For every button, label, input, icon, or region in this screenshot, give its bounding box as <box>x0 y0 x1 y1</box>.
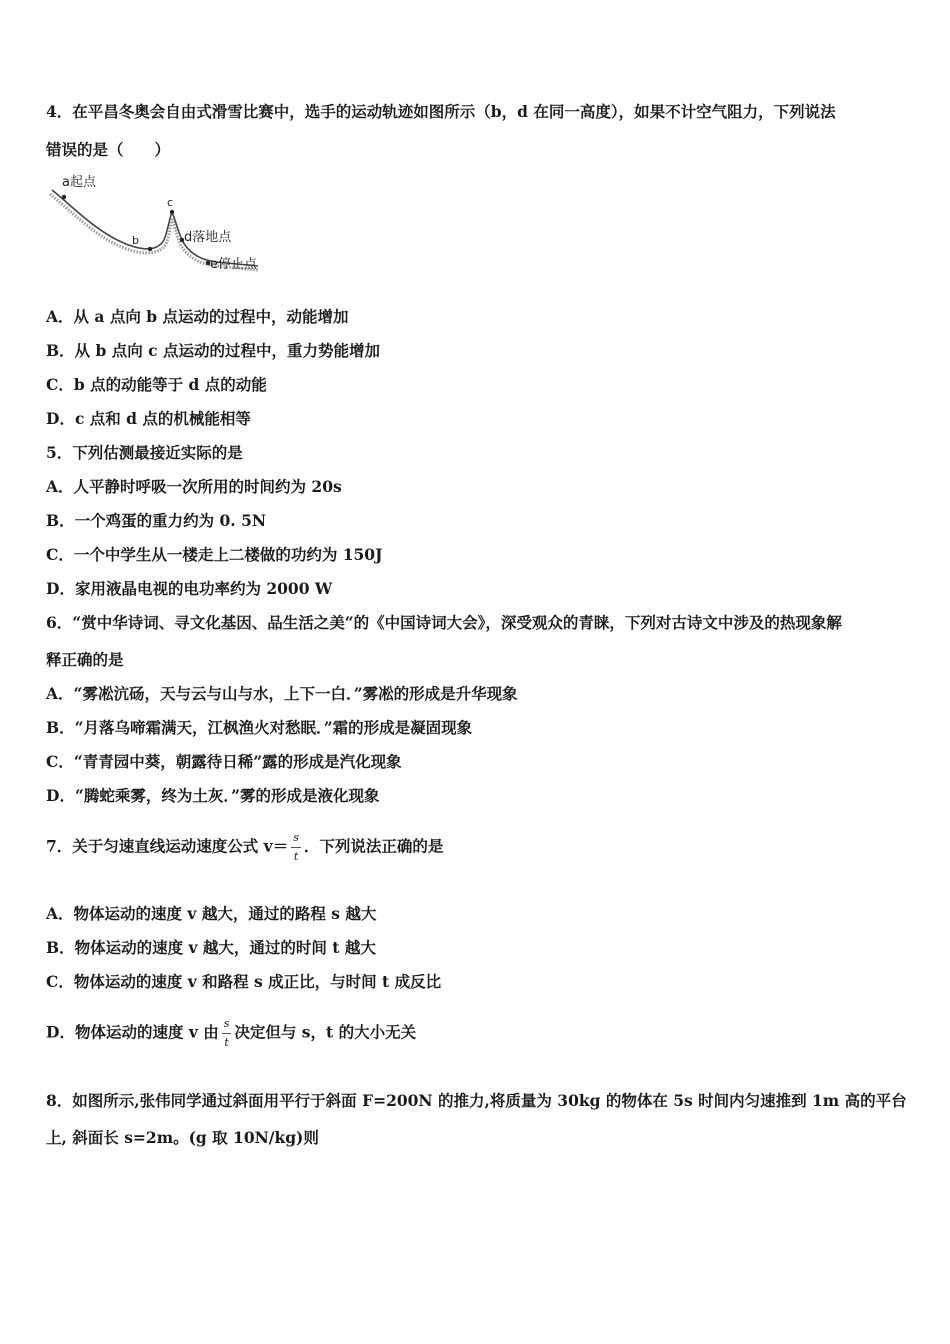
q4-stem-line1: 4．在平昌冬奥会自由式滑雪比赛中，选手的运动轨迹如图所示（b，d 在同一高度），如果不计空气阻力，下列说法 <box>46 102 836 121</box>
q8-stem-line2: 上, 斜面长 s=2m。(g 取 10N/kg)则 <box>46 1128 319 1147</box>
q6-option-c: C．“青青园中葵，朝露待日稀”露的形成是汽化现象 <box>46 752 402 771</box>
q7-option-c: C．物体运动的速度 v 和路程 s 成正比，与时间 t 成反比 <box>46 972 442 991</box>
q8-stem-line1: 8．如图所示,张伟同学通过斜面用平行于斜面 F=200N 的推力,将质量为 30kg 的物体在 5s 时间内匀速推到 1m 高的平台 <box>46 1091 907 1110</box>
fraction-numerator: s <box>293 831 299 844</box>
point-a-dot <box>62 195 66 199</box>
fraction-denominator: t <box>224 1036 229 1049</box>
fraction-numerator: s <box>223 1017 230 1030</box>
label-e: e停止点 <box>210 257 257 272</box>
ski-trajectory-figure <box>46 170 270 276</box>
q5-option-c: C．一个中学生从一楼走上二楼做的功约为 150J <box>46 545 383 564</box>
q7-stem <box>46 832 443 863</box>
fraction-denominator: t <box>293 850 299 863</box>
q5-stem: 5．下列估测最接近实际的是 <box>46 443 243 462</box>
q4-stem-line2: 错误的是（ ） <box>46 140 171 159</box>
option-d-fraction <box>222 1018 232 1049</box>
q4-option-c: C．b 点的动能等于 d 点的动能 <box>46 375 267 394</box>
point-c-dot <box>170 210 174 214</box>
q7-option-a: A．物体运动的速度 v 越大，通过的路程 s 越大 <box>46 904 377 923</box>
q6-option-d: D．“腾蛇乘雾，终为土灰．”雾的形成是液化现象 <box>46 786 380 805</box>
q5-option-b: B．一个鸡蛋的重力约为 0. 5N <box>46 511 267 530</box>
q7-stem-before: 7．关于匀速直线运动速度公式 v＝ <box>46 836 289 856</box>
q4-option-a: A．从 a 点向 b 点运动的过程中，动能增加 <box>46 307 349 326</box>
point-b-dot <box>148 247 152 251</box>
q5-option-d: D．家用液晶电视的电功率约为 2000 W <box>46 579 333 598</box>
q6-stem-line2: 释正确的是 <box>46 650 124 669</box>
q6-stem-line1: 6．“赏中华诗词、寻文化基因、品生活之美“的《中国诗词大会》，深受观众的青睐，下列对古诗文中涉及的热现象解 <box>46 613 842 632</box>
label-c: c <box>167 196 174 209</box>
label-b: b <box>132 234 139 247</box>
label-d: d落地点 <box>184 230 232 245</box>
q7-stem-after: ．下列说法正确的是 <box>303 836 444 856</box>
q7-option-d-after: 决定但与 s，t 的大小无关 <box>234 1022 417 1042</box>
q7-option-b: B．物体运动的速度 v 越大，通过的时间 t 越大 <box>46 938 376 957</box>
q6-option-a: A．“雾凇沆砀，天与云与山与水，上下一白．”雾凇的形成是升华现象 <box>46 684 518 703</box>
q5-option-a: A．人平静时呼吸一次所用的时间约为 20s <box>46 477 342 496</box>
q7-option-d <box>46 1018 416 1049</box>
label-a: a起点 <box>62 175 96 190</box>
q4-option-d: D．c 点和 d 点的机械能相等 <box>46 409 251 428</box>
q6-option-b: B．“月落乌啼霜满天，江枫渔火对愁眠．”霜的形成是凝固现象 <box>46 718 473 737</box>
q7-option-d-before: D．物体运动的速度 v 由 <box>46 1022 219 1042</box>
q4-option-b: B．从 b 点向 c 点运动的过程中，重力势能增加 <box>46 341 380 360</box>
velocity-formula-fraction <box>291 832 301 863</box>
